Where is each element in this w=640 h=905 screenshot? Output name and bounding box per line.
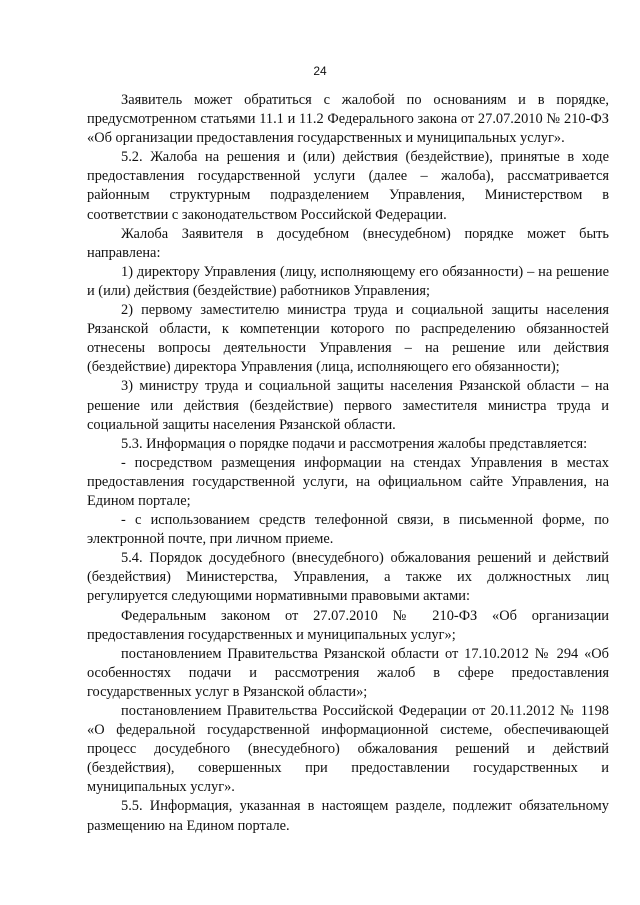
legal-act-rf-resolution: постановлением Правительства Российской Федерации от 20.11.2012 № 1198 «О федеральной государственной информационной системе, обеспечивающей процесс досудебного (внесудебного) обжалования решений и действий (бездействия), совершенных при предоставлении государственных и муниципальных услуг». — [87, 703, 609, 796]
legal-act-federal-law: Федеральным законом от 27.07.2010 № 210-ФЗ «Об организации предоставления государственных и муниципальных услуг»; — [87, 607, 609, 643]
info-method-stands: - посредством размещения информации на стендах Управления в местах предоставления государственной услуги, на официальном сайте Управления, на Едином портале; — [87, 454, 609, 509]
paragraph-5-5: 5.5. Информация, указанная в настоящем разделе, подлежит обязательному размещению на Едином портале. — [87, 798, 609, 834]
legal-act-ryazan-resolution: постановлением Правительства Рязанской области от 17.10.2012 № 294 «Об особенностях подачи и рассмотрения жалоб в сфере предоставления государственных услуг в Рязанской области»; — [87, 645, 609, 700]
info-method-phone: - с использованием средств телефонной связи, в письменной форме, по электронной почте, при личном приеме. — [87, 512, 609, 548]
paragraph-appeal-grounds: Заявитель может обратиться с жалобой по основаниям и в порядке, предусмотренном статьями 11.1 и 11.2 Федерального закона от 27.07.2010 № 210-ФЗ «Об организации предоставления государственных и муниципальных услуг». — [87, 92, 609, 147]
paragraph-5-4: 5.4. Порядок досудебного (внесудебного) обжалования решений и действий (бездействия) Министерства, Управления, а также их должностных лиц регулируется следующими нормативными правовыми актами: — [87, 550, 609, 605]
document-body — [87, 91, 609, 836]
page-number: 24 — [313, 64, 327, 78]
paragraph-5-2: 5.2. Жалоба на решения и (или) действия (бездействие), принятые в ходе предоставления государственной услуги (далее – жалоба), рассматривается районным структурным подразделением Управления, Министерством в соответствии с законодательством Российской Федерации. — [87, 149, 609, 223]
paragraph-5-3: 5.3. Информация о порядке подачи и рассмотрения жалобы представляется: — [121, 435, 588, 452]
list-item-2: 2) первому заместителю министра труда и социальной защиты населения Рязанской области, к компетенции которого по распределению обязанностей отнесены вопросы деятельности Управления – на решение или действия (бездействие) директора Управления (лица, исполняющего его обязанности); — [87, 302, 609, 376]
list-item-3: 3) министру труда и социальной защиты населения Рязанской области – на решение или действия (бездействие) первого заместителя министра труда и социальной защиты населения Рязанской области. — [87, 378, 609, 433]
paragraph-complaint-directed: Жалоба Заявителя в досудебном (внесудебном) порядке может быть направлена: — [87, 225, 609, 261]
list-item-1: 1) директору Управления (лицу, исполняющему его обязанности) – на решение и (или) действия (бездействие) работников Управления; — [87, 263, 609, 299]
